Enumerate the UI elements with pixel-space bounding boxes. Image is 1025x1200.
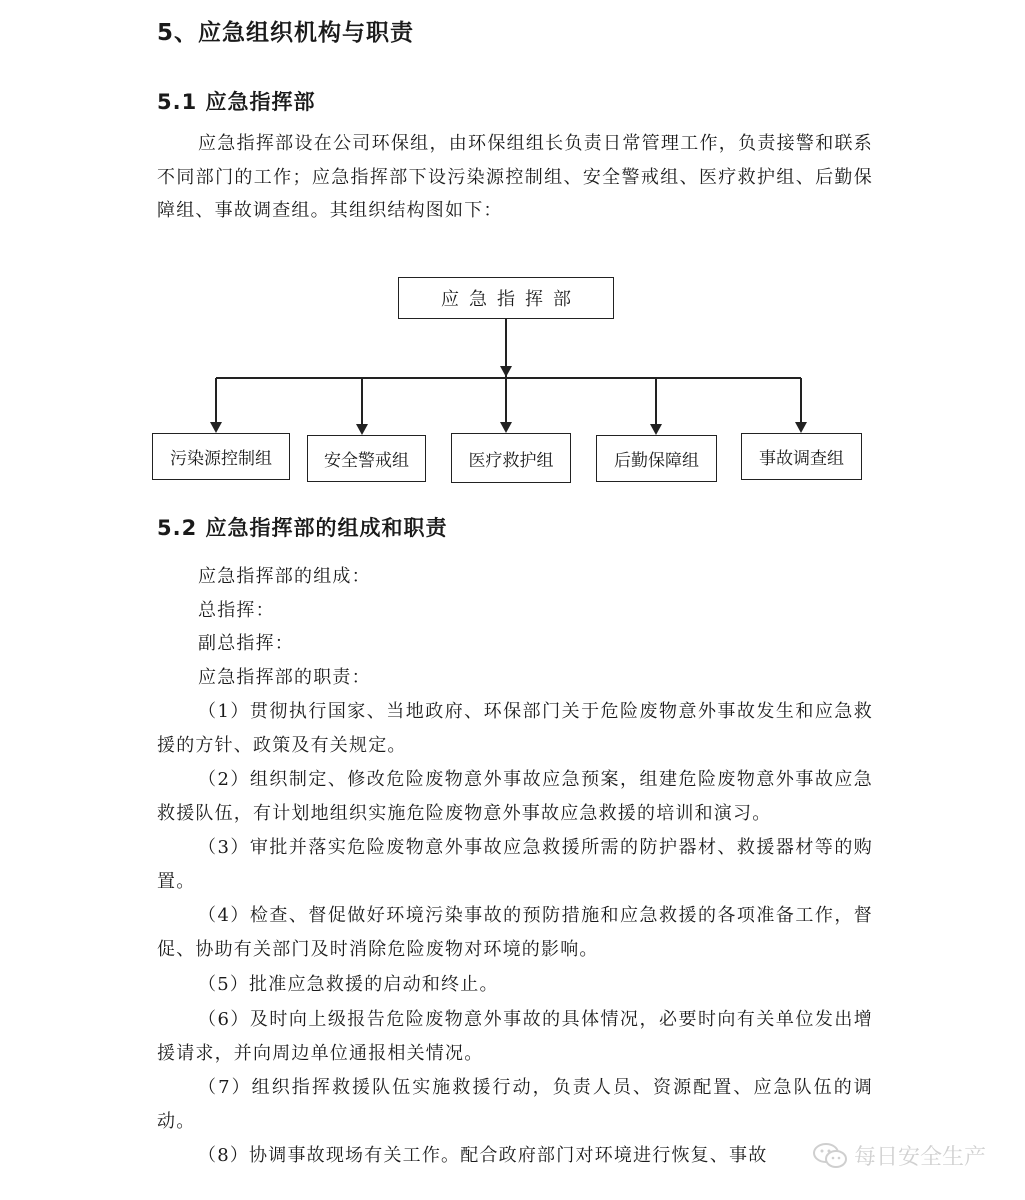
duty-item-5: （5）批准应急救援的启动和终止。: [198, 974, 499, 995]
intro-paragraph: 应急指挥部设在公司环保组，由环保组组长负责日常管理工作，负责接警和联系不同部门的工作；应急指挥部下设污染源控制组、安全警戒组、医疗救护组、后勤保障组、事故调查组。其组织结构图如下：: [157, 133, 873, 221]
subsection-title-5-2: 5.2 应急指挥部的组成和职责: [157, 516, 448, 540]
org-child-investigation: 事故调查组: [741, 433, 862, 480]
duties-label: 应急指挥部的职责：: [198, 667, 371, 688]
duty-item-7: （7）组织指挥救援队伍实施救援行动，负责人员、资源配置、应急队伍的调动。: [157, 1077, 873, 1132]
section-title: 5、应急组织机构与职责: [157, 20, 415, 46]
duty-item-8: （8）协调事故现场有关工作。配合政府部门对环境进行恢复、事故: [198, 1145, 768, 1166]
duty-item-6: （6）及时向上级报告危险废物意外事故的具体情况，必要时向有关单位发出增援请求，并向周边单位通报相关情况。: [157, 1009, 873, 1064]
duty-item-2: （2）组织制定、修改危险废物意外事故应急预案，组建危险废物意外事故应急救援队伍，有计划地组织实施危险废物意外事故应急救援的培训和演习。: [157, 769, 873, 824]
chief-label: 总指挥：: [198, 600, 275, 621]
org-child-logistics: 后勤保障组: [596, 435, 717, 482]
watermark-text: 每日安全生产: [854, 1145, 987, 1170]
watermark: [812, 1140, 986, 1171]
org-root-box: 应急指挥部: [398, 277, 614, 319]
org-child-medical-rescue: 医疗救护组: [451, 433, 571, 483]
duty-item-1: （1）贯彻执行国家、当地政府、环保部门关于危险废物意外事故发生和应急救援的方针、政策及有关规定。: [157, 701, 873, 756]
org-child-security-guard: 安全警戒组: [307, 435, 426, 482]
wechat-icon: [812, 1141, 848, 1171]
duty-item-4: （4）检查、督促做好环境污染事故的预防措施和应急救援的各项准备工作，督促、协助有关部门及时消除危险废物对环境的影响。: [157, 905, 873, 960]
deputy-label: 副总指挥：: [198, 633, 294, 654]
composition-label: 应急指挥部的组成：: [198, 566, 371, 587]
org-child-pollution-control: 污染源控制组: [152, 433, 290, 480]
duty-item-3: （3）审批并落实危险废物意外事故应急救援所需的防护器材、救援器材等的购置。: [157, 837, 873, 892]
subsection-title-5-1: 5.1 应急指挥部: [157, 90, 316, 114]
